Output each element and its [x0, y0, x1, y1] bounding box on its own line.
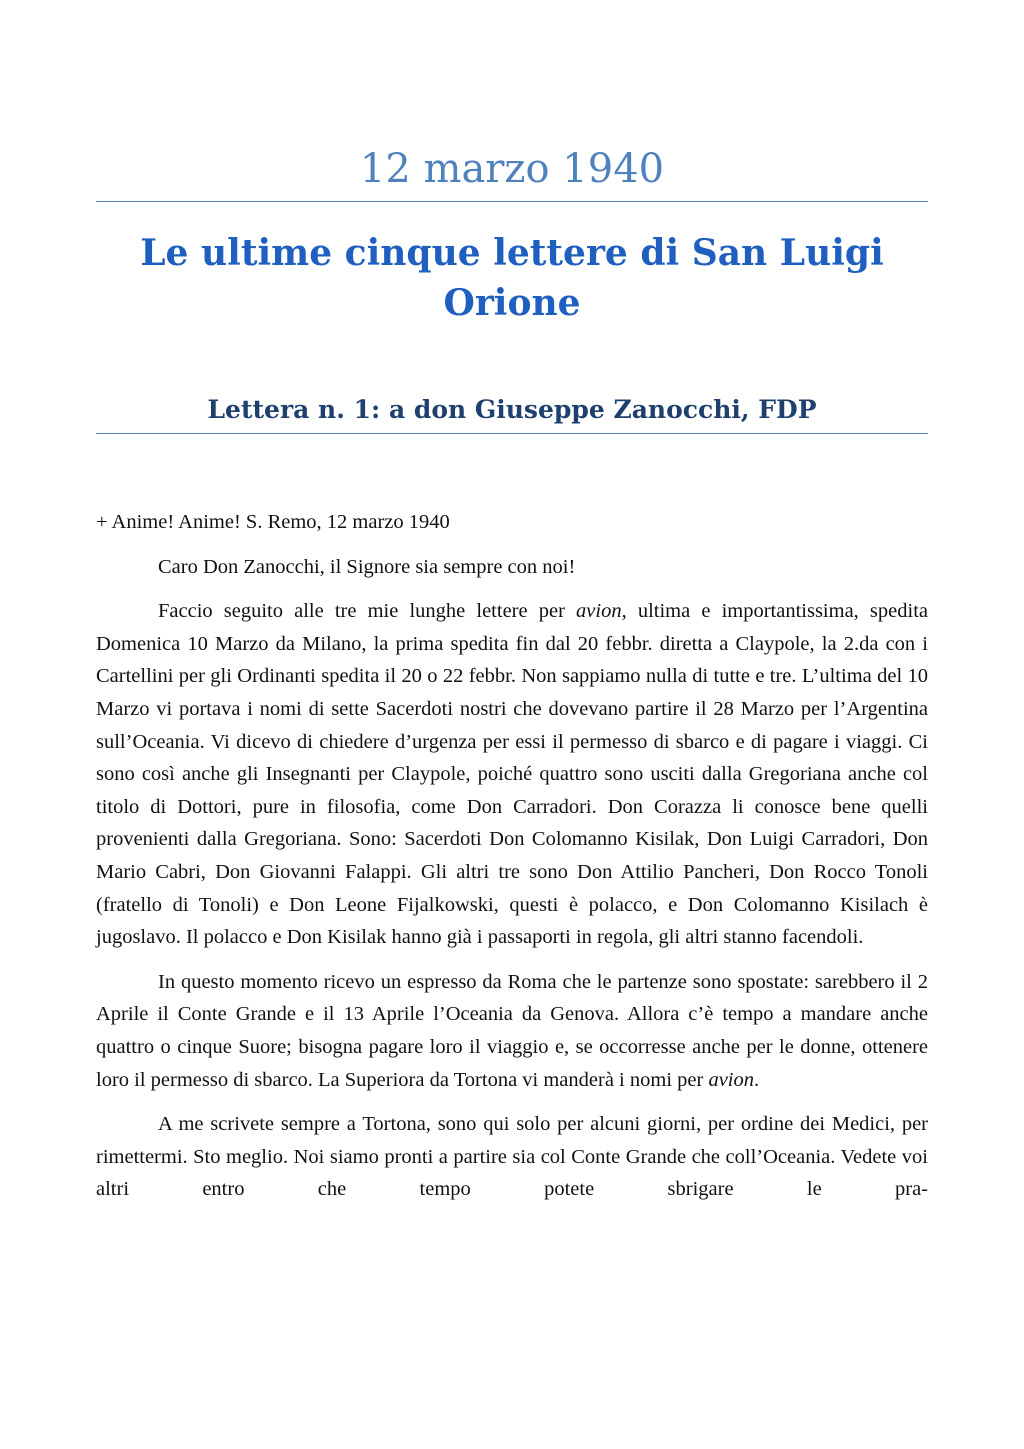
letter-salutation: Caro Don Zanocchi, il Signore sia sempre con noi! [158, 555, 576, 578]
paragraph-2-text-a: In questo momento ricevo un espresso da Roma che le partenze sono spostate: sarebbero il 2 Aprile il Conte Grande e il 13 Aprile l’Oceania da Genova. Allora c’è tempo a mandare anche quattro o cinque Suore; bisogna pagare loro il viaggio e, se occorresse anche per le donne, ottenere loro il permesso di sbarco. La Superiora da Tortona vi manderà i nomi per [96, 970, 928, 1091]
letter-opening: + Anime! Anime! S. Remo, 12 marzo 1940 [96, 511, 450, 533]
paragraph-1-text-b: , ultima e importantissima, spedita Domenica 10 Marzo da Milano, la prima spedita fin dal 20 febbr. diretta a Claypole, la 2.da con i Cartellini per gli Ordinanti spedita il 20 o 22 febbr. Non sappiamo nulla di tutte e tre. L’ultima del 10 Marzo vi portava i nomi di sette Sacerdoti nostri che dovevano partire il 28 Marzo per l’Argentina sull’Oceania. Vi dicevo di chiedere d’urgenza per essi il permesso di sbarco e di pagare i viaggi. Ci sono così anche gli Insegnanti per Claypole, poiché quattro sono usciti dalla Gregoriana anche col titolo di Dottori, pure in filosofia, come Don Carradori. Don Corazza li conosce bene quelli provenienti dalla Gregoriana. Sono: Sacerdoti Don Colomanno Kisilak, Don Luigi Carradori, Don Mario Cabri, Don Giovanni Falappi. Gli altri tre sono Don Attilio Pancheri, Don Rocco Tonoli (fratello di Tonoli) e Don Leone Fijalkowski, questi è polacco, e Don Colomanno Kisilach è jugoslavo. Il polacco e Don Kisilak hanno già i passaporti in regola, gli altri stanno facendoli. [96, 600, 928, 949]
date-divider [96, 201, 928, 202]
paragraph-3: A me scrivete sempre a Tortona, sono qui solo per alcuni giorni, per ordine dei Medici, per rimettermi. Sto meglio. Noi siamo pronti a partire sia col Conte Grande che coll’Oceania. Vedete voi altri entro che tempo potete sbrigare le pra- [96, 1113, 928, 1201]
paragraph-1 [96, 595, 928, 954]
letter-body [96, 506, 928, 1206]
paragraph-1-italic: avion [576, 600, 622, 623]
paragraph-2-italic: avion [708, 1068, 754, 1091]
document-title: Le ultime cinque lettere di San Luigi Orione [140, 232, 884, 324]
paragraph-1-text-a: Faccio seguito alle tre mie lunghe lettere per [158, 600, 577, 623]
letter-heading: Lettera n. 1: a don Giuseppe Zanocchi, FDP [207, 395, 817, 424]
document-date: 12 marzo 1940 [359, 146, 665, 192]
heading-divider [96, 433, 928, 434]
paragraph-2 [96, 966, 928, 1096]
paragraph-2-text-b: . [754, 1068, 760, 1091]
